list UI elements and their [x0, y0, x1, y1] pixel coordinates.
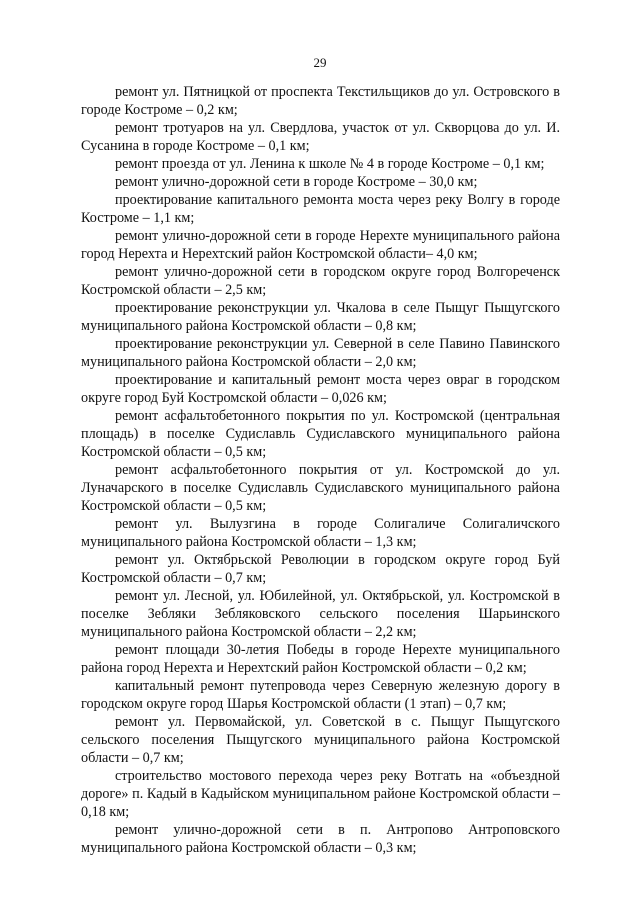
list-item: ремонт тротуаров на ул. Свердлова, участок от ул. Скворцова до ул. И. Сусанина в городе Костроме – 0,1 км;	[81, 120, 560, 154]
list-item: ремонт ул. Пятницкой от проспекта Текстильщиков до ул. Островского в городе Костроме – 0,2 км;	[81, 84, 560, 118]
list-item: ремонт асфальтобетонного покрытия от ул. Костромской до ул. Луначарского в поселке Судиславль Судиславского муниципального района Костромской области – 0,5 км;	[81, 462, 560, 514]
list-item: ремонт площади 30-летия Победы в городе Нерехте муниципального района город Нерехта и Нерехтский район Костромской области – 0,2 км;	[81, 642, 560, 676]
list-item: ремонт улично-дорожной сети в городском округе город Волгореченск Костромской области – 2,5 км;	[81, 264, 560, 298]
list-item: капитальный ремонт путепровода через Северную железную дорогу в городском округе город Шарья Костромской области (1 этап) – 0,7 км;	[81, 678, 560, 712]
list-item: проектирование капитального ремонта моста через реку Волгу в городе Костроме – 1,1 км;	[81, 192, 560, 226]
list-item: проектирование и капитальный ремонт моста через овраг в городском округе город Буй Костромской области – 0,026 км;	[81, 372, 560, 406]
list-item: ремонт проезда от ул. Ленина к школе № 4 в городе Костроме – 0,1 км;	[115, 156, 545, 172]
page-number: 29	[313, 55, 327, 70]
list-item: ремонт ул. Лесной, ул. Юбилейной, ул. Октябрьской, ул. Костромской в поселке Зебляки Зебляковского сельского поселения Шарьинского муниципального района Костромской области – 2,2 км;	[81, 588, 560, 640]
list-item: ремонт ул. Октябрьской Революции в городском округе город Буй Костромской области – 0,7 км;	[81, 552, 560, 586]
list-item: строительство мостового перехода через реку Вотгать на «объездной дороге» п. Кадый в Кадыйском муниципальном районе Костромской области – 0,18 км;	[81, 768, 560, 820]
list-item: ремонт ул. Первомайской, ул. Советской в с. Пыщуг Пыщугского сельского поселения Пыщугского муниципального района Костромской области – 0,7 км;	[81, 714, 560, 766]
list-item: ремонт улично-дорожной сети в городе Костроме – 30,0 км;	[115, 174, 478, 190]
list-item: ремонт улично-дорожной сети в городе Нерехте муниципального района город Нерехта и Нерехтский район Костромской области– 4,0 км;	[81, 228, 560, 262]
list-item: ремонт улично-дорожной сети в п. Антропово Антроповского муниципального района Костромской области – 0,3 км;	[81, 822, 560, 856]
list-item: проектирование реконструкции ул. Северной в селе Павино Павинского муниципального района Костромской области – 2,0 км;	[81, 336, 560, 370]
document-body	[81, 83, 560, 857]
list-item: ремонт асфальтобетонного покрытия по ул. Костромской (центральная площадь) в поселке Судиславль Судиславского муниципального района Костромской области – 0,5 км;	[81, 408, 560, 460]
list-item: проектирование реконструкции ул. Чкалова в селе Пыщуг Пыщугского муниципального района Костромской области – 0,8 км;	[81, 300, 560, 334]
list-item: ремонт ул. Вылузгина в городе Солигаличе Солигаличского муниципального района Костромской области – 1,3 км;	[81, 516, 560, 550]
